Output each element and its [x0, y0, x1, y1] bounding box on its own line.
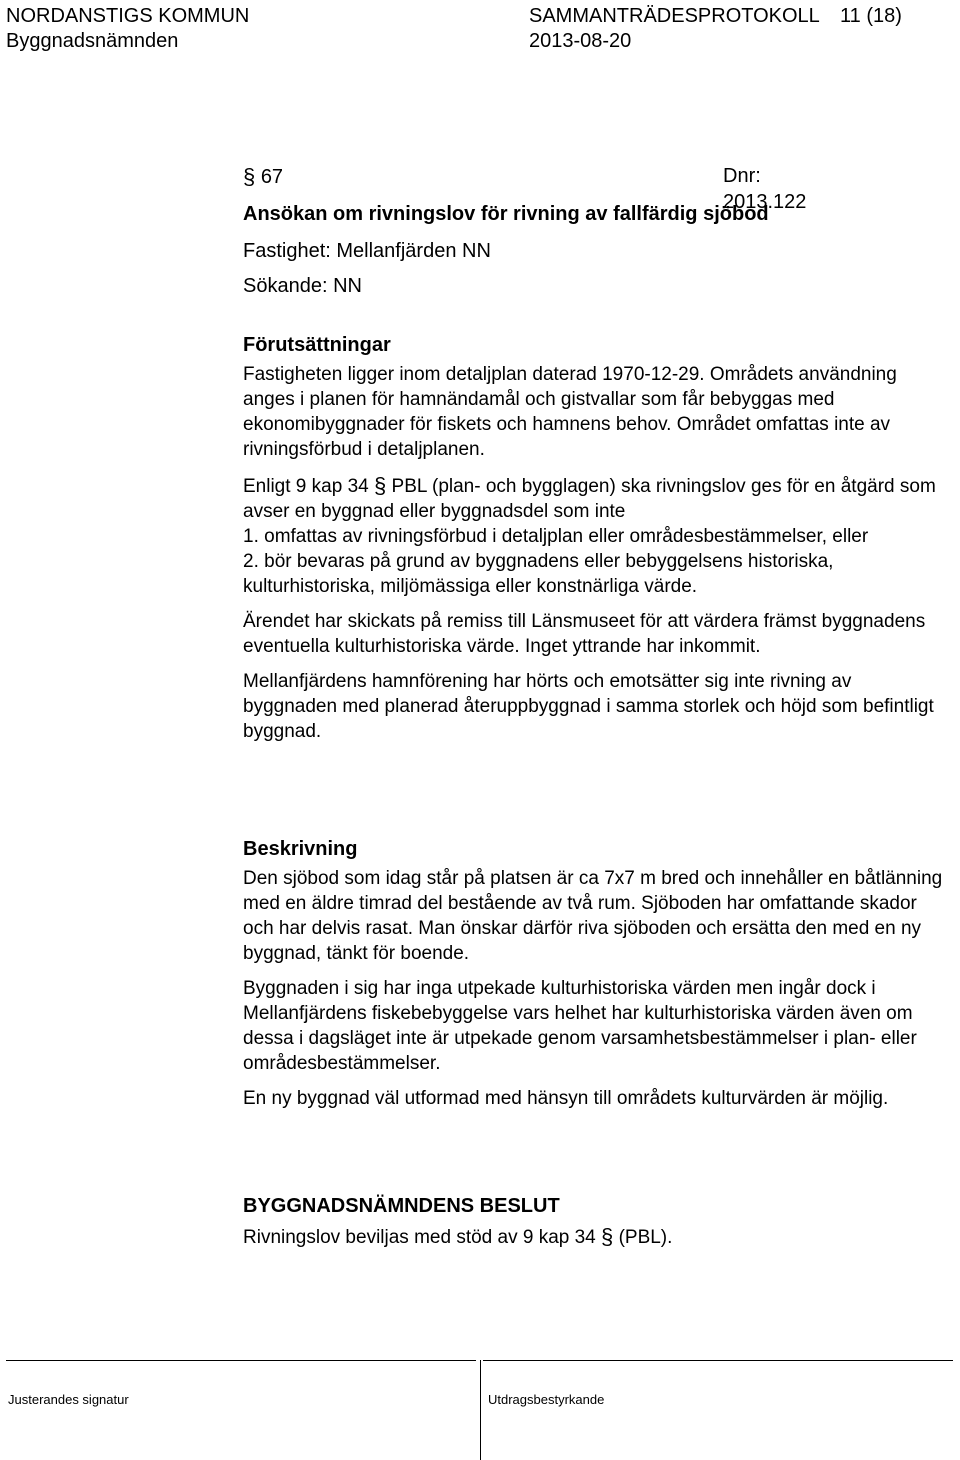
prerequisites-section [243, 332, 943, 744]
protocol-title: SAMMANTRÄDESPROTOKOLL [529, 5, 820, 27]
property: Fastighet: Mellanfjärden NN [243, 240, 491, 262]
case-number-line [243, 163, 843, 213]
list-item-2: 2. bör bevaras på grund av byggnadens eller bebyggelsens historiska, kulturhistoriska, miljömässiga eller konstnärliga värde. [243, 551, 834, 597]
description-paragraph-1: Den sjöbod som idag står på platsen är ca 7x7 m bred och innehåller en båtlänning med en äldre timrad del bestående av två rum. Sjöboden har omfattande skador och har delvis rasat. Man önskar därför riva sjöboden och ersätta den med en ny byggnad, tänkt för boende. [243, 868, 943, 964]
dnr: Dnr: 2013.122 [723, 165, 807, 213]
description-heading: Beskrivning [243, 838, 358, 860]
extract-label: Utdragsbestyrkande [488, 1392, 605, 1407]
case-number: 67 [260, 166, 284, 188]
prerequisites-paragraph-4: Mellanfjärdens hamnförening har hörts och emotsätter sig inte rivning av byggnaden med planerad återuppbyggnad i samma storlek och höjd som befintligt byggnad. [243, 671, 934, 742]
org-name: NORDANSTIGS KOMMUN [6, 5, 250, 27]
decision-after: (PBL). [618, 1227, 673, 1248]
footer-rule-left [6, 1360, 476, 1361]
decision-text [243, 1223, 943, 1250]
paragraph-symbol: § [373, 473, 387, 498]
prerequisites-paragraph-1: Fastigheten ligger inom detaljplan daterad 1970-12-29. Områdets användning anges i planen för hamnändamål och gistvallar som får bebyggas med ekonomibyggnader för fiskets och hamnens behov. Området omfattas inte av rivningsförbud i detaljplanen. [243, 364, 897, 460]
paragraph-symbol: § [243, 164, 256, 189]
decision-before: Rivningslov beviljas med stöd av 9 kap 34 [243, 1227, 596, 1248]
footer-divider [480, 1360, 481, 1460]
description-section [243, 836, 943, 1111]
meeting-date: 2013-08-20 [529, 30, 632, 52]
applicant: Sökande: NN [243, 275, 362, 297]
law-ref-after: PBL (plan- och bygglagen) ska rivningslov ges för en åtgärd som avser en byggnad eller byggnadsdel som inte [243, 476, 936, 522]
prerequisites-heading: Förutsättningar [243, 334, 391, 356]
paragraph-symbol: § [601, 1224, 614, 1249]
list-item-1: 1. omfattas av rivningsförbud i detaljplan eller områdesbestämmelser, eller [243, 526, 869, 547]
description-paragraph-2: Byggnaden i sig har inga utpekade kulturhistoriska värden men ingår dock i Mellanfjärdens fiskebebyggelse vars helhet har kulturhistoriska värden även om dessa i dagsläget inte är utpekade genom varsamhetsbestämmelser i plan- eller områdesbestämmelser. [243, 978, 917, 1074]
decision-heading: BYGGNADSNÄMNDENS BESLUT [243, 1195, 560, 1217]
prerequisites-paragraph-2 [243, 472, 943, 524]
board-name: Byggnadsnämnden [6, 30, 179, 52]
footer-rule-right [483, 1360, 953, 1361]
signature-label: Justerandes signatur [8, 1392, 129, 1407]
case-title: Ansökan om rivningslov för rivning av fallfärdig sjöbod [243, 203, 769, 225]
law-ref-before: Enligt 9 kap 34 [243, 476, 369, 497]
decision-section [243, 1193, 943, 1250]
page-number: 11 (18) [840, 5, 902, 27]
prerequisites-paragraph-3: Ärendet har skickats på remiss till Länsmuseet för att värdera främst byggnadens eventuella kulturhistoriska värde. Inget yttrande har inkommit. [243, 611, 926, 657]
description-paragraph-3: En ny byggnad väl utformad med hänsyn till områdets kulturvärden är möjlig. [243, 1088, 889, 1109]
